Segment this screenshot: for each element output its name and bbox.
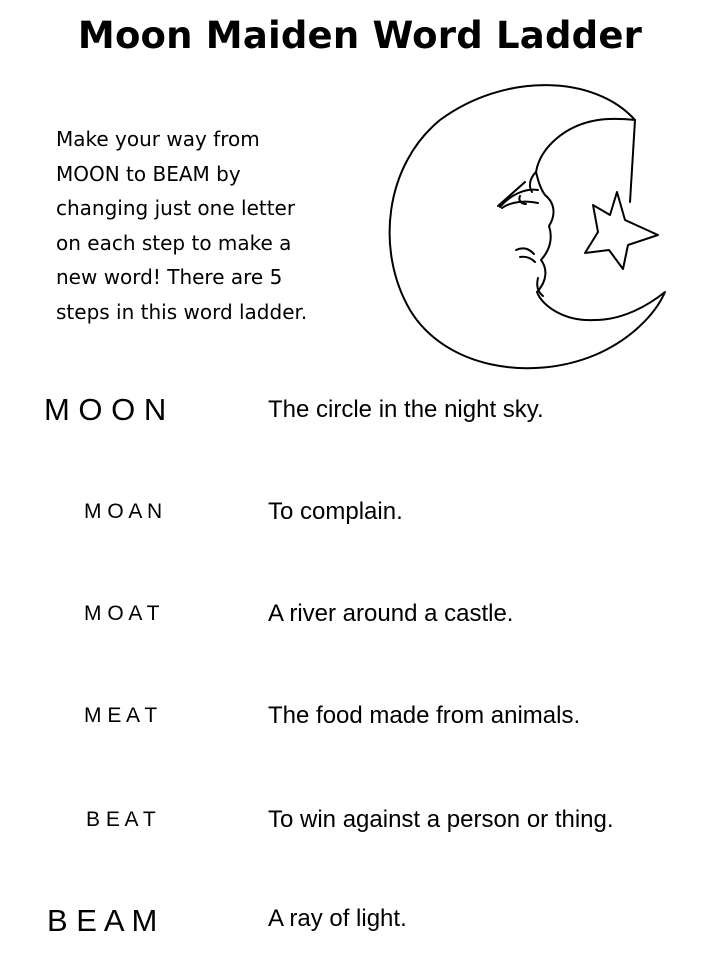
ladder-word: M O A N xyxy=(84,500,163,523)
ladder-step-2 xyxy=(0,498,720,558)
ladder-word: M O A T xyxy=(84,602,160,625)
mouth-icon xyxy=(516,248,535,262)
ladder-clue: A river around a castle. xyxy=(268,600,514,627)
eye-icon xyxy=(498,182,538,208)
ladder-step-6 xyxy=(0,903,720,963)
ladder-word: B E A M xyxy=(47,903,158,938)
ladder-clue: To win against a person or thing. xyxy=(268,806,614,833)
ladder-step-3 xyxy=(0,600,720,660)
crescent-moon-icon xyxy=(380,70,680,380)
page-title: Moon Maiden Word Ladder xyxy=(77,14,643,57)
ladder-step-1 xyxy=(0,392,720,452)
ladder-clue: To complain. xyxy=(268,498,403,525)
moon-inner-edge xyxy=(630,120,635,202)
ladder-word: M O O N xyxy=(44,392,167,427)
ladder-word: B E A T xyxy=(86,808,156,831)
ladder-clue: The circle in the night sky. xyxy=(268,396,544,423)
ladder-step-4 xyxy=(0,702,720,762)
ladder-step-5 xyxy=(0,806,720,866)
ladder-clue: A ray of light. xyxy=(268,905,407,932)
instructions-text: Make your way from MOON to BEAM by changing just one letter on each step to make a new word! There are 5 steps in this word ladder. xyxy=(56,127,308,324)
star-icon xyxy=(585,192,658,269)
ladder-word: M E A T xyxy=(84,704,158,727)
ladder-clue: The food made from animals. xyxy=(268,702,581,729)
moon-outline xyxy=(390,85,665,368)
